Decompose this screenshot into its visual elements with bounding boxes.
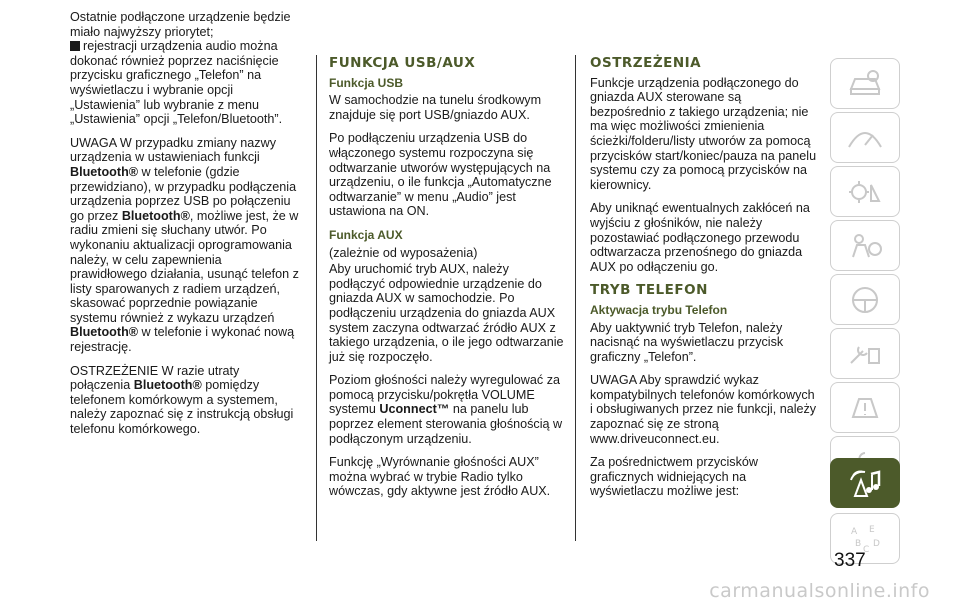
- tab-car-info[interactable]: [830, 58, 900, 109]
- safety-icon: [845, 229, 885, 263]
- paragraph: UWAGA W przypadku zmiany nazwy urządzenia w ustawieniach funkcji Bluetooth® w telefonie (gdzie przewidziano), w przypadku podłączenia urządzenia poprzez USB po połączeniu go przez Bluetooth®, możliwe jest, że w radiu zmieni się słuchany utwór. Po wykonaniu aktualizacji oprogramowania należy, w celu zapewnienia prawidłowego działania, usunąć telefon z listy sparowanych z radiem urządzeń, skasować poprzednie powiązanie systemu również z wykazu urządzeń Bluetooth® w telefonie i wykonać nową rejestrację.: [70, 135, 299, 355]
- tab-dashboard[interactable]: [830, 112, 900, 163]
- tab-multimedia[interactable]: [830, 458, 900, 508]
- subheading: Aktywacja trybu Telefon: [590, 302, 728, 317]
- steering-wheel-icon: [845, 283, 885, 317]
- phone-icon: [70, 41, 80, 51]
- index-letter: B: [855, 538, 862, 549]
- tab-safety[interactable]: [830, 220, 900, 271]
- paragraph: W samochodzie na tunelu środkowym znajduje się port USB/gniazdo AUX.: [329, 93, 542, 122]
- tab-service[interactable]: [830, 328, 900, 379]
- paragraph: Aby uaktywnić tryb Telefon, należy nacisnąć na wyświetlaczu przycisk graficzny „Telefon”.: [590, 320, 784, 364]
- paragraph: (zależnie od wyposażenia): [329, 245, 478, 260]
- paragraph: Za pośrednictwem przycisków graficznych widniejących na wyświetlaczu możliwe jest:: [590, 455, 758, 499]
- column-1: [70, 10, 300, 446]
- paragraph: Aby uniknąć ewentualnych zakłóceń na wyjściu z głośników, nie należy pozostawiać podłączonego przewodu odtwarzacza przenośnego do gniazda AUX po odłączeniu go.: [590, 201, 810, 274]
- paragraph: Aby uruchomić tryb AUX, należy podłączyć odpowiednie urządzenie do gniazda AUX w samochodzie. Po podłączeniu urządzenia do gniazda AUX system zaczyna odtwarzać źródło AUX z takiego urządzenia, o ile jego odtwarzanie już się rozpoczęło.: [329, 262, 564, 364]
- index-letter: A: [851, 526, 858, 537]
- emergency-icon: [845, 391, 885, 425]
- paragraph: OSTRZEŻENIE W razie utraty połączenia Bluetooth® pomiędzy telefonem komórkowym a systemem, należy zapoznać się z instrukcją obsługi telefonu komórkowego.: [70, 363, 294, 437]
- column-3: [590, 56, 820, 508]
- page-number: 337: [834, 550, 866, 571]
- index-letter: C: [863, 544, 870, 555]
- index-letter: D: [873, 538, 880, 549]
- tab-warning-lights[interactable]: [830, 166, 900, 217]
- paragraph: Ostatnie podłączone urządzenie będzie miało najwyższy priorytet; rejestracji urządzenia audio można dokonać również poprzez naciśnięcie przycisku graficznego „Telefon” na wyświetlaczu i wybranie opcji „Ustawienia” lub wybranie z menu „Ustawienia” opcji „Telefon/Bluetooth”.: [70, 10, 291, 127]
- section-heading: TRYB TELEFON: [590, 282, 708, 299]
- subheading: Funkcja USB: [329, 75, 404, 90]
- column-divider: [575, 55, 576, 541]
- tab-steering[interactable]: [830, 274, 900, 325]
- paragraph: Funkcje urządzenia podłączonego do gniazda AUX sterowane są bezpośrednio z takiego urządzenia; nie ma więc możliwości zmienienia ścieżki/folderu/listy utworów za pomocą przycisków start/koniec/pauza na panelu systemu czy za pomocą przycisków na kierownicy.: [590, 75, 817, 192]
- tab-emergency[interactable]: [830, 382, 900, 433]
- multimedia-icon: [845, 466, 885, 500]
- column-divider: [316, 55, 317, 541]
- paragraph: Poziom głośności należy wyregulować za pomocą przycisku/pokrętła VOLUME systemu Uconnect™ na panelu lub poprzez element sterowania głośnością w podłączonym urządzeniu.: [329, 373, 563, 446]
- index-letter: E: [869, 524, 875, 535]
- warning-lights-icon: [845, 175, 885, 209]
- column-2: [329, 56, 565, 508]
- watermark: carmanualsonline.info: [709, 580, 930, 602]
- section-heading: OSTRZEŻENIA: [590, 55, 702, 71]
- paragraph: Funkcję „Wyrównanie głośności AUX” można wybrać w trybie Radio tylko wówczas, gdy aktywne jest źródło AUX.: [329, 455, 551, 499]
- paragraph: UWAGA Aby sprawdzić wykaz kompatybilnych telefonów komórkowych i obsługiwanych przez nie funkcji, należy zapoznać się ze stroną www.driveuconnect.eu.: [590, 373, 817, 446]
- dashboard-icon: [845, 121, 885, 155]
- service-icon: [845, 337, 885, 371]
- paragraph: Po podłączeniu urządzenia USB do włączonego systemu rozpoczyna się odtwarzanie utworów występujących na urządzeniu, o ile funkcja „Automatyczne odtwarzanie” w menu „Audio” jest ustawiona na ON.: [329, 131, 552, 219]
- subheading: Funkcja AUX: [329, 227, 403, 242]
- car-info-icon: [845, 67, 885, 101]
- section-heading: FUNKCJA USB/AUX: [329, 55, 476, 71]
